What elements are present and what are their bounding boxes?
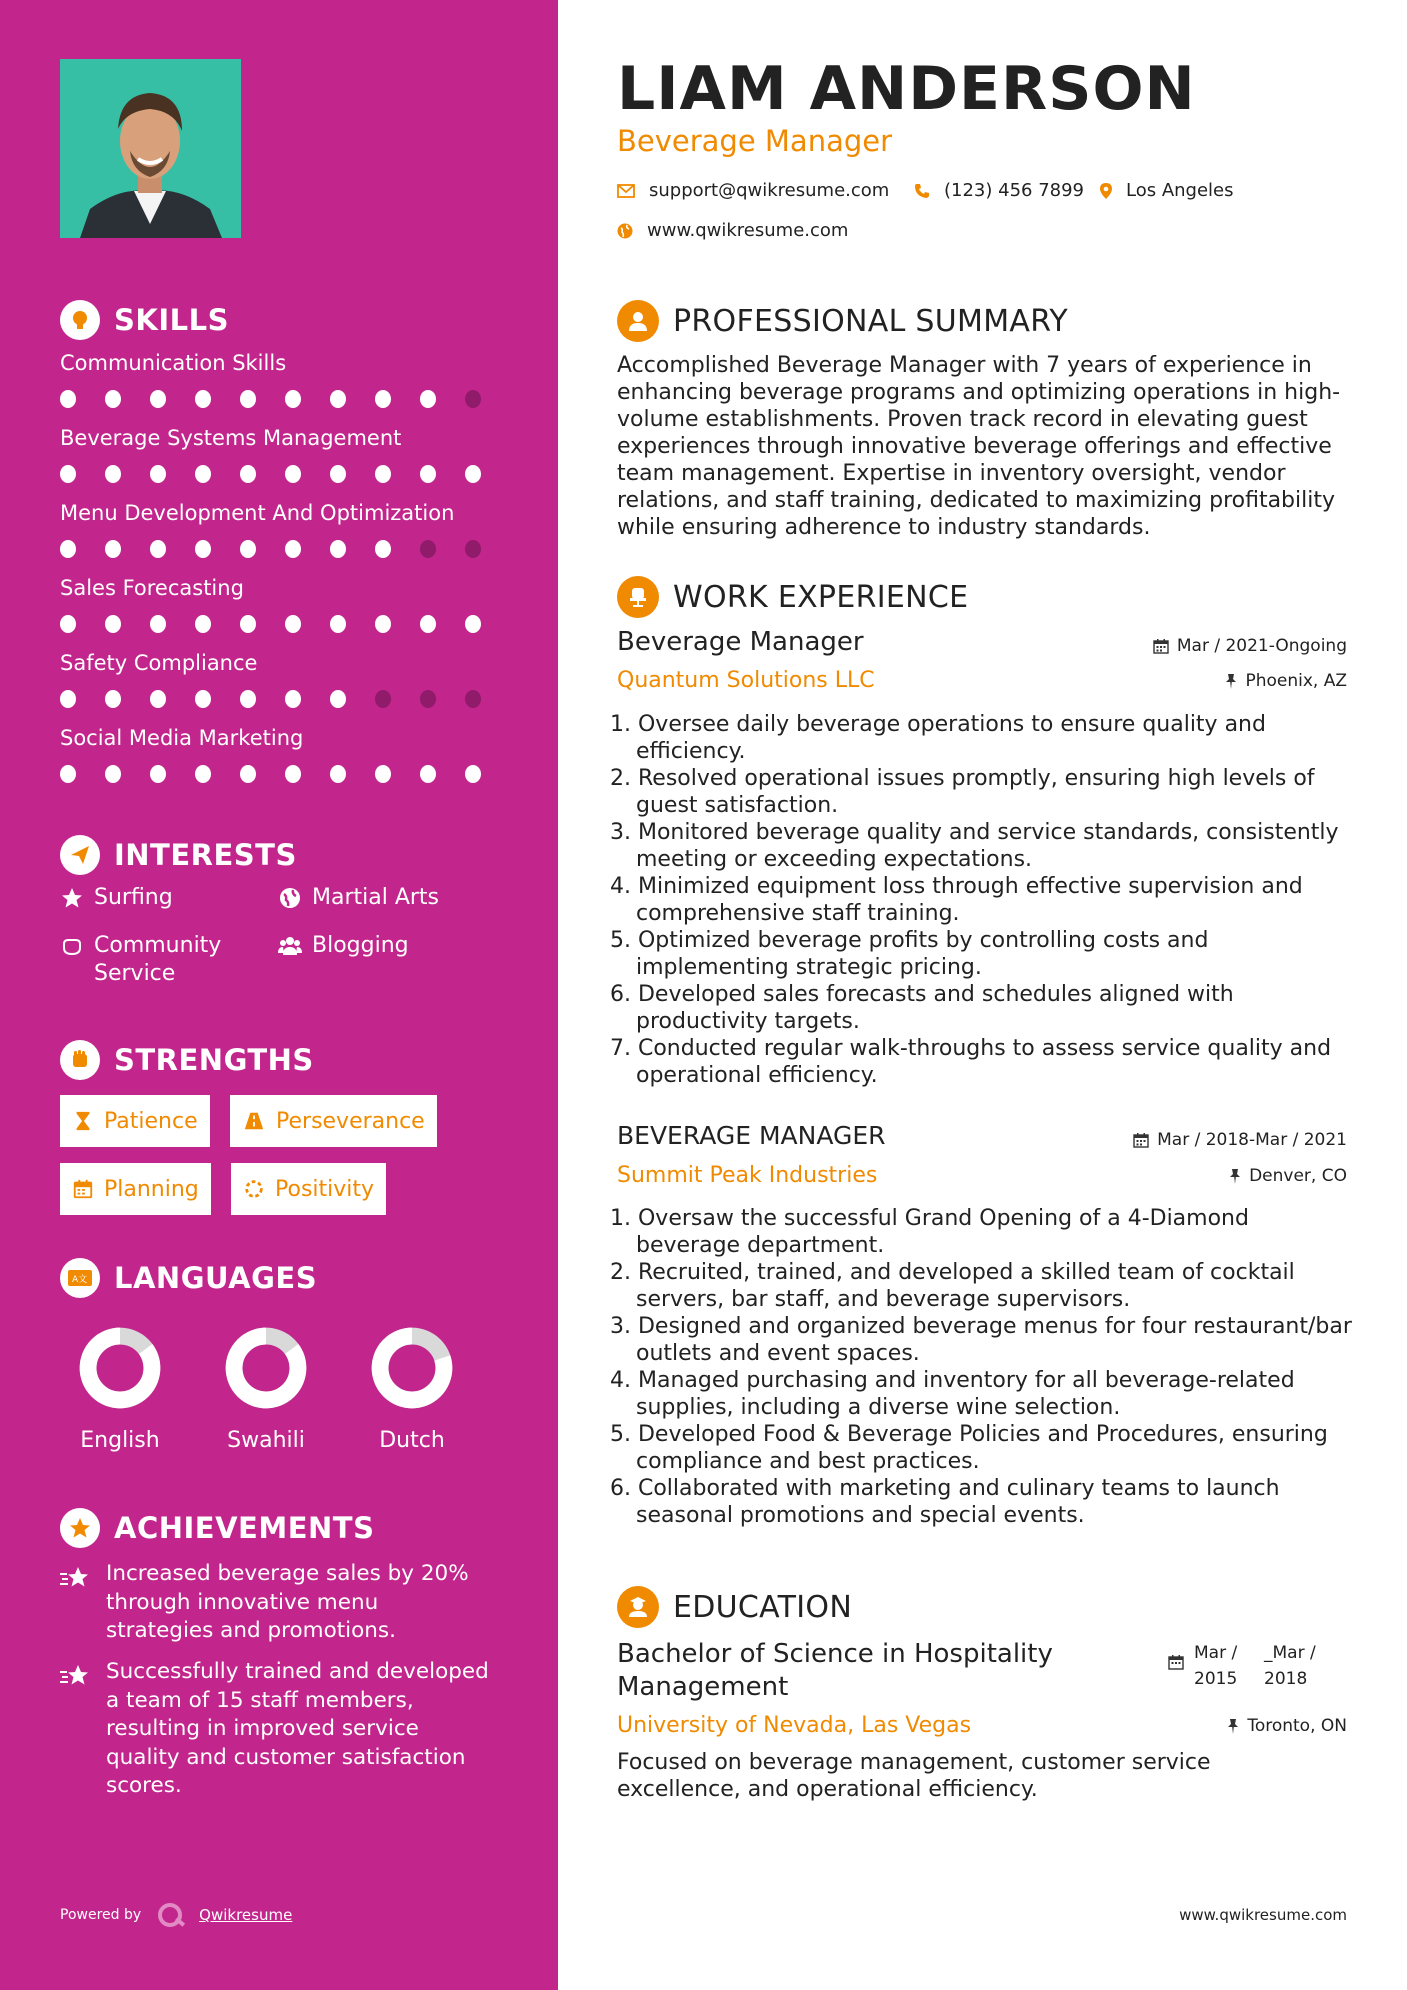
footer-url[interactable]: www.qwikresume.com	[1179, 1906, 1347, 1924]
strengths-header	[60, 1040, 314, 1080]
fist-icon	[60, 1040, 100, 1080]
duty-item: 5. Optimized beverage profits by controlling costs and implementing strategic pricing.	[610, 928, 1209, 980]
job-duties	[610, 711, 1355, 1089]
interests-title: INTERESTS	[114, 838, 297, 872]
rating-dot	[105, 615, 121, 633]
graduate-icon	[617, 1586, 659, 1628]
duty-item: 3. Monitored beverage quality and service standards, consistently meeting or exceeding expectations.	[610, 820, 1339, 872]
education-description: Focused on beverage management, customer service excellence, and operational efficiency.	[617, 1750, 1211, 1802]
skill-rating	[60, 540, 510, 558]
hourglass-icon	[72, 1110, 94, 1132]
skill-rating	[60, 465, 510, 483]
job-title: Beverage Manager	[617, 627, 864, 657]
skill-name: Safety Compliance	[60, 651, 258, 675]
duty-item: 4. Minimized equipment loss through effective supervision and comprehensive staff training.	[610, 874, 1303, 926]
job-role: Beverage Manager	[617, 124, 893, 158]
rating-dot	[330, 540, 346, 558]
rating-dot	[105, 465, 121, 483]
rating-dot	[420, 465, 436, 483]
duty-item: 1. Oversaw the successful Grand Opening of a 4-Diamond beverage department.	[610, 1206, 1249, 1258]
full-name: LIAM ANDERSON	[617, 54, 1196, 124]
phone-contact[interactable]	[914, 180, 1084, 201]
rating-dot	[285, 465, 301, 483]
pushpin-icon	[1227, 1718, 1239, 1734]
website-text: www.qwikresume.com	[647, 220, 849, 241]
rating-dot	[465, 765, 481, 783]
rating-dot	[420, 690, 436, 708]
job-location	[1229, 1166, 1347, 1186]
language-item	[352, 1326, 472, 1453]
rating-dot	[465, 540, 481, 558]
education-start: Mar / 2015	[1194, 1643, 1238, 1689]
paper-plane-icon	[60, 835, 100, 875]
rating-dot	[240, 615, 256, 633]
rating-dot	[150, 465, 166, 483]
language-item	[60, 1326, 180, 1453]
language-icon	[60, 1258, 100, 1298]
summary-header	[617, 300, 1068, 342]
duty-item: 1. Oversee daily beverage operations to ensure quality and efficiency.	[610, 712, 1266, 764]
achievements-header	[60, 1508, 374, 1548]
rating-dot	[420, 540, 436, 558]
strength-label: Planning	[104, 1176, 199, 1202]
skill-item	[60, 575, 510, 633]
rating-dot	[195, 390, 211, 408]
language-ring	[78, 1326, 162, 1410]
company-name: Summit Peak Industries	[617, 1163, 878, 1188]
job-location-text: Phoenix, AZ	[1245, 671, 1347, 691]
pushpin-icon	[1229, 1168, 1241, 1184]
lightbulb-icon	[60, 300, 100, 340]
rating-dot	[465, 690, 481, 708]
interest-item	[278, 932, 409, 960]
skill-rating	[60, 765, 510, 783]
rating-dot	[465, 615, 481, 633]
education-header	[617, 1586, 852, 1628]
map-pin-icon	[1100, 183, 1112, 199]
email-text: support@qwikresume.com	[649, 180, 890, 201]
rating-dot	[195, 465, 211, 483]
rating-dot	[105, 390, 121, 408]
rating-dot	[105, 690, 121, 708]
star-badge-icon	[60, 1508, 100, 1548]
rating-dot	[195, 615, 211, 633]
skill-item	[60, 425, 510, 483]
education-location-text: Toronto, ON	[1247, 1716, 1347, 1736]
rating-dot	[375, 690, 391, 708]
spinner-icon	[243, 1178, 265, 1200]
company-name: Quantum Solutions LLC	[617, 668, 875, 693]
rating-dot	[330, 465, 346, 483]
strength-badge	[231, 1163, 386, 1215]
summary-text: Accomplished Beverage Manager with 7 years of experience in enhancing beverage programs and optimizing operations in high-volume establishments. Proven track record in elevating guest experiences through innovative beverage offerings and effective team management. Expertise in inventory oversight, vendor relations, and staff training, dedicated to maximizing profitability while ensuring adherence to industry standards.	[617, 353, 1341, 540]
calendar-icon	[1153, 638, 1169, 654]
calendar-icon	[1133, 1132, 1149, 1148]
duty-item: 5. Developed Food & Beverage Policies and Procedures, ensuring compliance and best practices.	[610, 1422, 1328, 1474]
job-dates-text: Mar / 2018-Mar / 2021	[1157, 1130, 1347, 1150]
languages-title: LANGUAGES	[114, 1261, 318, 1295]
rating-dot	[375, 765, 391, 783]
education-title: EDUCATION	[673, 1589, 853, 1625]
job-title: BEVERAGE MANAGER	[617, 1121, 886, 1150]
job-location	[1225, 671, 1347, 691]
rating-dot	[240, 390, 256, 408]
strength-label: Positivity	[275, 1176, 375, 1202]
strength-label: Patience	[104, 1108, 198, 1134]
interest-item	[278, 884, 439, 912]
rating-dot	[285, 690, 301, 708]
strengths-title: STRENGTHS	[114, 1043, 314, 1077]
rating-dot	[465, 465, 481, 483]
avatar	[60, 59, 241, 238]
powered-by-label: Powered by	[60, 1907, 142, 1923]
language-name: Swahili	[227, 1428, 305, 1453]
school-name: University of Nevada, Las Vegas	[617, 1713, 972, 1738]
rating-dot	[60, 540, 76, 558]
rating-dot	[375, 390, 391, 408]
duty-item: 7. Conducted regular walk-throughs to assess service quality and operational efficiency.	[610, 1036, 1332, 1088]
hand-icon	[60, 934, 84, 958]
skill-name: Menu Development And Optimization	[60, 501, 455, 525]
rating-dot	[150, 540, 166, 558]
rating-dot	[240, 765, 256, 783]
interest-item	[60, 884, 173, 912]
duty-item: 2. Resolved operational issues promptly, ensuring high levels of guest satisfaction.	[610, 766, 1315, 818]
rating-dot	[330, 390, 346, 408]
pushpin-icon	[1225, 673, 1237, 689]
road-icon	[242, 1110, 266, 1132]
skills-header	[60, 300, 229, 340]
rating-dot	[105, 540, 121, 558]
strength-badge	[60, 1095, 210, 1147]
user-icon	[617, 300, 659, 342]
skill-rating	[60, 690, 510, 708]
job-dates-text: Mar / 2021-Ongoing	[1176, 636, 1347, 656]
globe-icon	[278, 886, 302, 910]
interests-header	[60, 835, 297, 875]
job-location-text: Denver, CO	[1249, 1166, 1347, 1186]
language-name: Dutch	[379, 1428, 445, 1453]
qwikresume-logo-icon	[155, 1900, 189, 1930]
qwikresume-link[interactable]: Qwikresume	[199, 1906, 293, 1924]
rating-dot	[330, 690, 346, 708]
education-end: _Mar / 2018	[1264, 1643, 1316, 1689]
rating-dot	[330, 615, 346, 633]
rating-dot	[60, 390, 76, 408]
rating-dot	[420, 765, 436, 783]
rating-dot	[150, 615, 166, 633]
language-item	[206, 1326, 326, 1453]
education-location	[1227, 1716, 1347, 1736]
rating-dot	[240, 540, 256, 558]
rating-dot	[240, 465, 256, 483]
skill-name: Beverage Systems Management	[60, 426, 402, 450]
rating-dot	[105, 765, 121, 783]
strength-badge	[230, 1095, 437, 1147]
skill-item	[60, 650, 510, 708]
achievement-text: Increased beverage sales by 20% through innovative menu strategies and promotions.	[106, 1561, 469, 1643]
rating-dot	[285, 390, 301, 408]
envelope-icon	[617, 184, 635, 198]
rating-dot	[240, 690, 256, 708]
interest-label: Community Service	[94, 933, 222, 986]
calendar-icon	[1168, 1654, 1184, 1670]
education-dates	[1168, 1640, 1334, 1692]
rating-dot	[60, 465, 76, 483]
job-dates	[1133, 1130, 1347, 1150]
job-duties	[610, 1205, 1355, 1529]
rating-dot	[420, 615, 436, 633]
summary-title: PROFESSIONAL SUMMARY	[673, 303, 1069, 339]
skill-name: Social Media Marketing	[60, 726, 304, 750]
rating-dot	[420, 390, 436, 408]
skill-rating	[60, 615, 510, 633]
rating-dot	[60, 765, 76, 783]
website-contact[interactable]	[617, 220, 848, 241]
language-name: English	[80, 1428, 160, 1453]
sidebar	[0, 0, 558, 1990]
interest-item	[60, 932, 250, 988]
skill-item	[60, 725, 510, 783]
shooting-star-icon	[60, 1660, 90, 1690]
achievement-text: Successfully trained and developed a team of 15 staff members, resulting in improved service quality and customer satisfaction scores.	[106, 1659, 489, 1798]
skill-item	[60, 350, 510, 408]
phone-text: (123) 456 7899	[944, 180, 1085, 201]
skills-title: SKILLS	[114, 303, 229, 337]
job-dates	[1153, 636, 1347, 656]
location-text: Los Angeles	[1126, 180, 1234, 201]
shooting-star-icon	[60, 1562, 90, 1592]
achievements-title: ACHIEVEMENTS	[114, 1511, 375, 1545]
strength-badge	[60, 1163, 211, 1215]
calendar-icon	[72, 1178, 94, 1200]
duty-item: 4. Managed purchasing and inventory for all beverage-related supplies, including a diverse wine selection.	[610, 1368, 1295, 1420]
rating-dot	[375, 615, 391, 633]
achievement-item	[60, 1560, 490, 1646]
duty-item: 6. Collaborated with marketing and culinary teams to launch seasonal promotions and special events.	[610, 1476, 1280, 1528]
achievement-item	[60, 1658, 490, 1801]
experience-header	[617, 576, 968, 618]
powered-by	[60, 1900, 292, 1930]
interest-label: Surfing	[94, 885, 173, 910]
rating-dot	[195, 690, 211, 708]
degree-title: Bachelor of Science in Hospitality Management	[617, 1639, 1053, 1702]
duty-item: 6. Developed sales forecasts and schedules aligned with productivity targets.	[610, 982, 1234, 1034]
rating-dot	[285, 540, 301, 558]
rating-dot	[195, 765, 211, 783]
duty-item: 2. Recruited, trained, and developed a skilled team of cocktail servers, bar staff, and beverage supervisors.	[610, 1260, 1295, 1312]
briefcase-chair-icon	[617, 576, 659, 618]
svg-text:A文: A文	[72, 1275, 88, 1285]
duty-item: 3. Designed and organized beverage menus for four restaurant/bar outlets and event spaces.	[610, 1314, 1352, 1366]
strength-label: Perseverance	[276, 1108, 425, 1134]
rating-dot	[375, 540, 391, 558]
rating-dot	[60, 690, 76, 708]
location-contact	[1100, 180, 1234, 201]
language-ring	[224, 1326, 308, 1410]
rating-dot	[60, 615, 76, 633]
skill-name: Sales Forecasting	[60, 576, 244, 600]
users-icon	[278, 934, 302, 958]
rating-dot	[195, 540, 211, 558]
rating-dot	[150, 690, 166, 708]
experience-title: WORK EXPERIENCE	[673, 579, 969, 615]
rating-dot	[375, 465, 391, 483]
globe-icon	[617, 223, 633, 239]
rating-dot	[150, 765, 166, 783]
rating-dot	[285, 765, 301, 783]
interest-label: Blogging	[312, 933, 409, 958]
profile-photo	[60, 59, 241, 238]
language-ring	[370, 1326, 454, 1410]
phone-icon	[914, 183, 930, 199]
rating-dot	[150, 390, 166, 408]
rating-dot	[285, 615, 301, 633]
skill-rating	[60, 390, 510, 408]
skill-item	[60, 500, 510, 558]
rating-dot	[465, 390, 481, 408]
rating-dot	[330, 765, 346, 783]
interest-label: Martial Arts	[312, 885, 440, 910]
languages-header	[60, 1258, 317, 1298]
email-contact[interactable]	[617, 180, 889, 201]
skill-name: Communication Skills	[60, 351, 287, 375]
star-icon	[60, 886, 84, 910]
